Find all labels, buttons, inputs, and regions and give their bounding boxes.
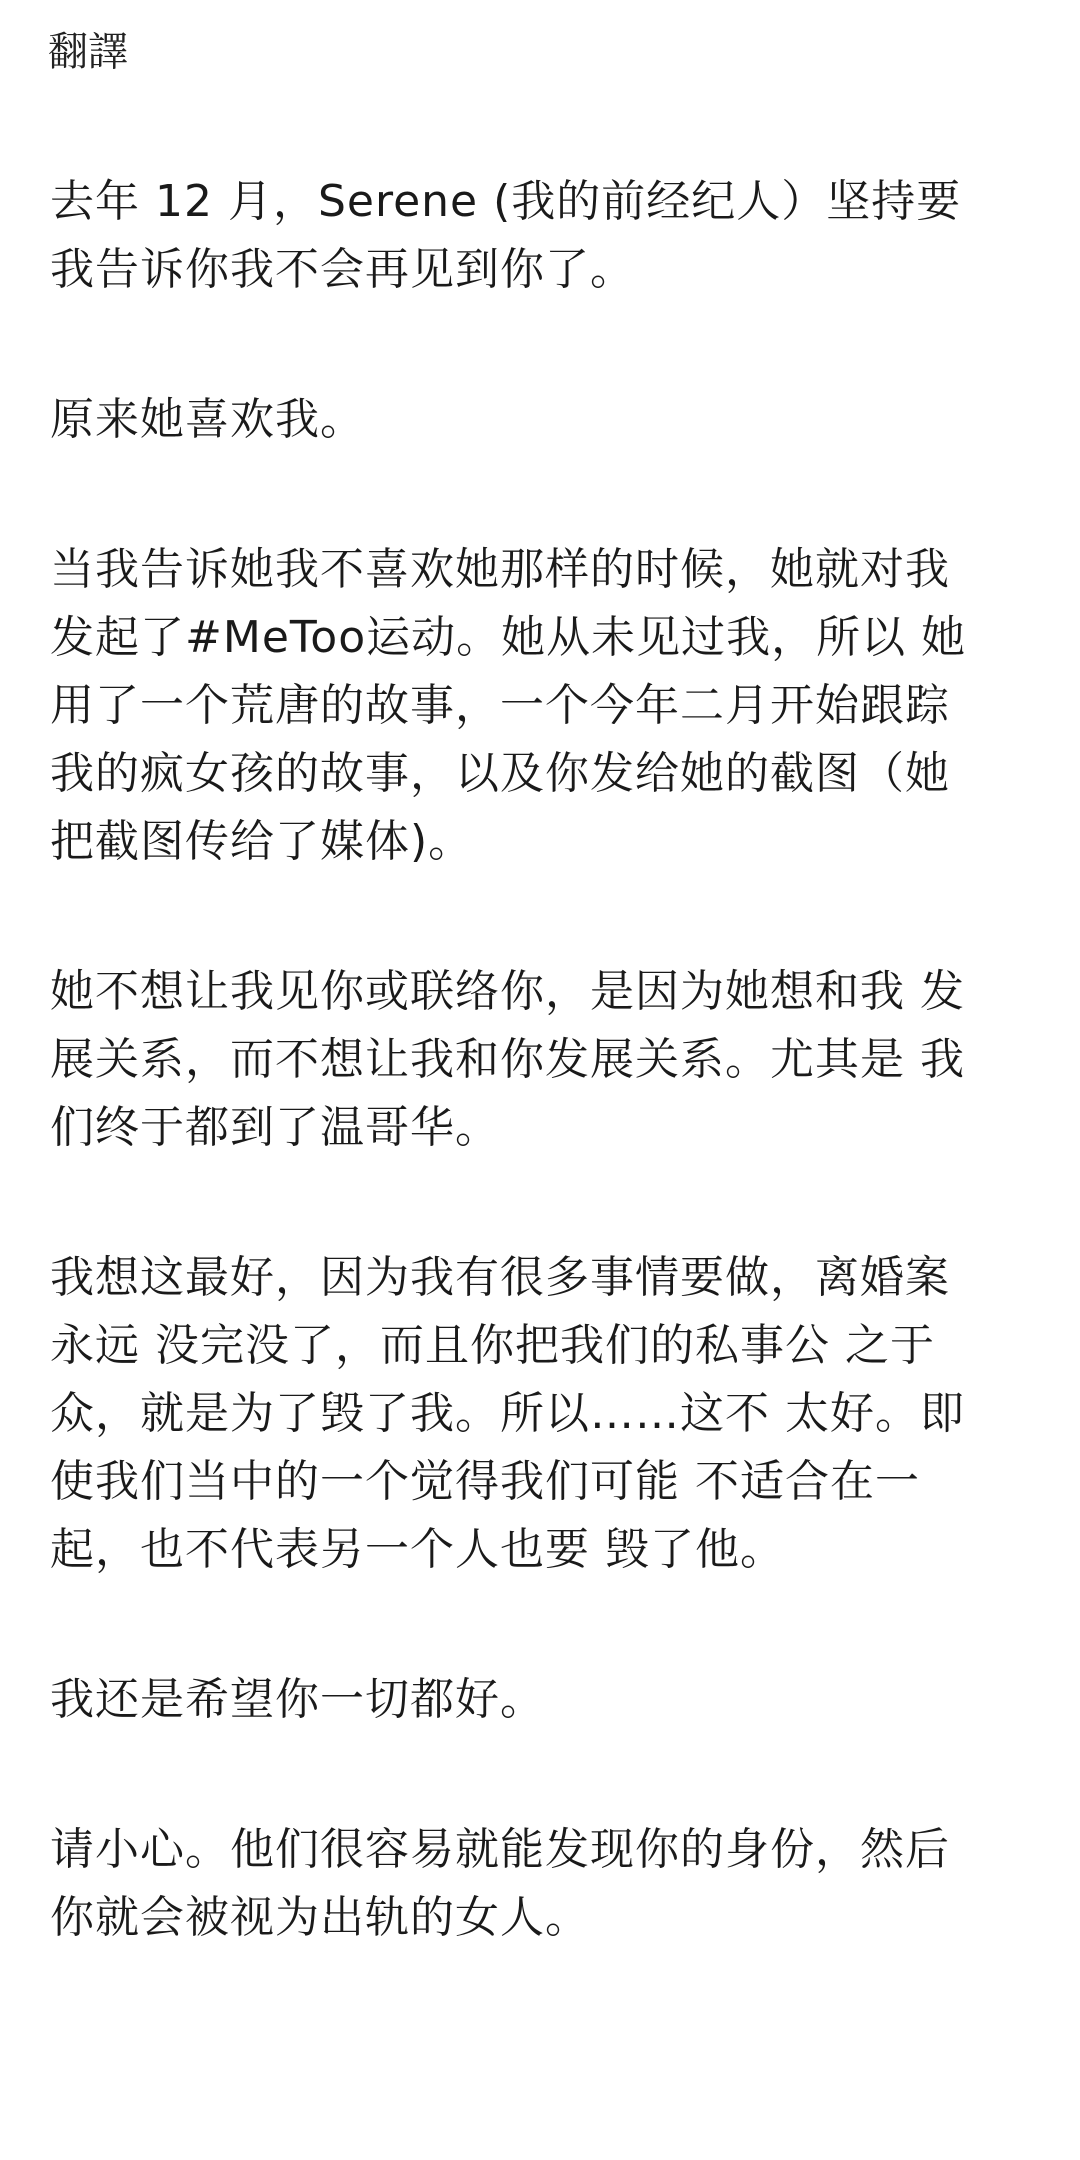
paragraph-2: 原来她喜欢我。 <box>50 394 365 445</box>
paragraph-3: 当我告诉她我不喜欢她那样的时候，她就对我 发起了#MeToo运动。她从未见过我，所以 她 用了一个荒唐的故事，一个今年二月开始跟踪 我的疯女孩的故事，以及你发给她的截图（她 把截图传给了媒体)。 <box>50 544 967 867</box>
paragraph-1: 去年 12 月，Serene (我的前经纪人）坚持要 我告诉你我不会再见到你了。 <box>50 176 962 295</box>
message-body <box>50 168 1050 1952</box>
paragraph-4: 她不想让我见你或联络你，是因为她想和我 发 展关系，而不想让我和你发展关系。尤其是 我 们终于都到了温哥华。 <box>50 966 965 1153</box>
paragraph-7: 请小心。他们很容易就能发现你的身份，然后 你就会被视为出轨的女人。 <box>50 1824 950 1943</box>
paragraph-6: 我还是希望你一切都好。 <box>50 1674 545 1725</box>
translation-header: 翻譯 <box>48 29 128 75</box>
paragraph-5: 我想这最好，因为我有很多事情要做，离婚案 永远 没完没了，而且你把我们的私事公 之于 众，就是为了毁了我。所以……这不 太好。即 使我们当中的一个觉得我们可能 不适合在一 起，也不代表另一个人也要 毁了他。 <box>50 1252 965 1575</box>
